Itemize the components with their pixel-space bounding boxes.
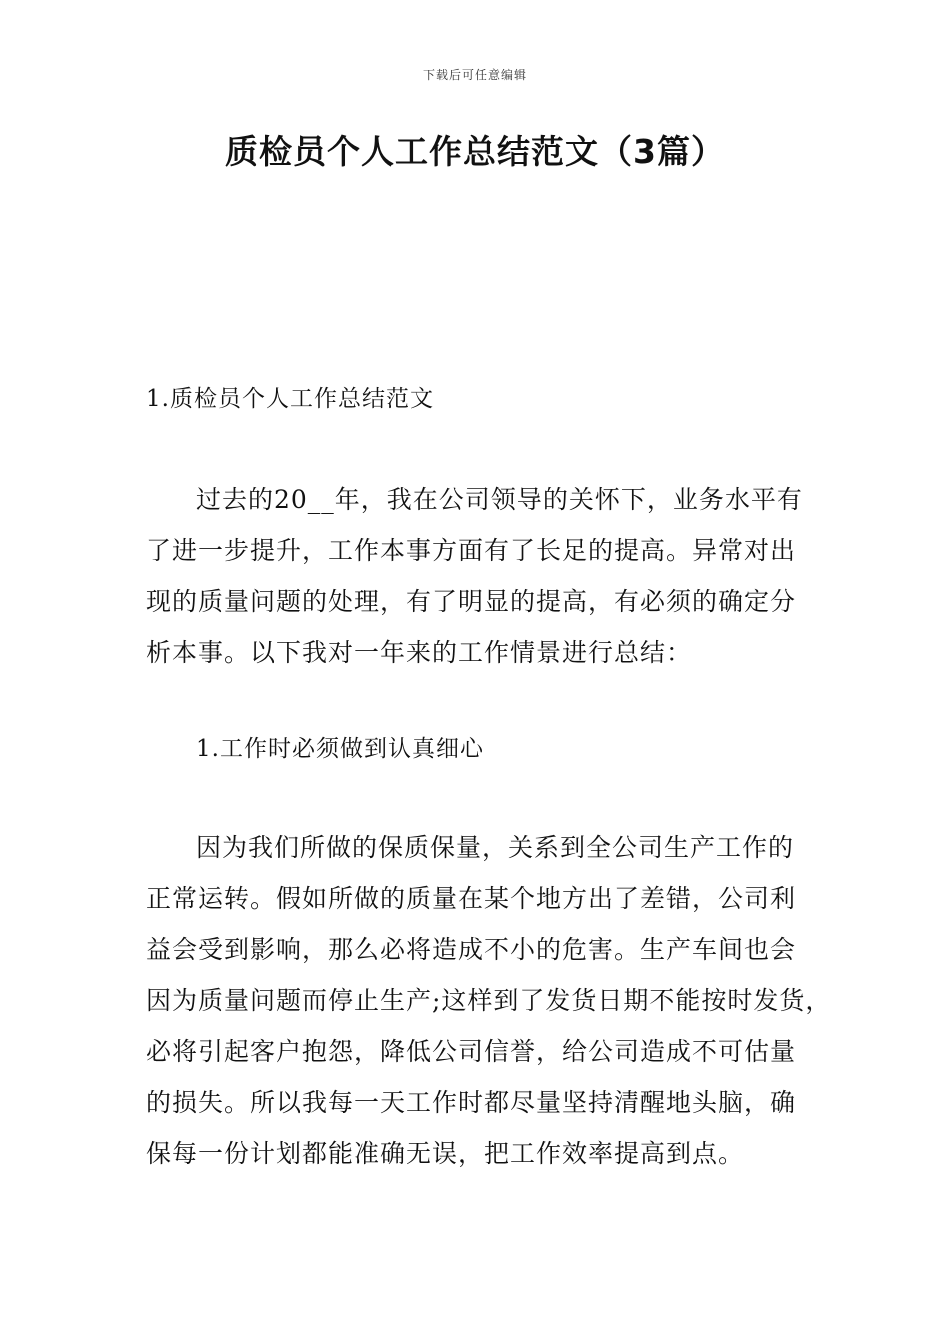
document-title: 质检员个人工作总结范文（3篇） (225, 132, 725, 171)
header-note: 下载后可任意编辑 (422, 68, 527, 82)
paragraph-line: 保每一份计划都能准确无误，把工作效率提高到点。 (146, 1139, 745, 1168)
paragraph-detail (146, 822, 832, 1179)
paragraph-line: 析本事。以下我对一年来的工作情景进行总结： (146, 638, 693, 667)
paragraph-line: 必将引起客户抱怨，降低公司信誉，给公司造成不可估量 (146, 1037, 797, 1066)
paragraph-line: 过去的20__年，我在公司领导的关怀下，业务水平有 (196, 485, 803, 514)
section-heading: 1.质检员个人工作总结范文 (146, 386, 434, 412)
paragraph-line: 正常运转。假如所做的质量在某个地方出了差错，公司利 (146, 884, 797, 913)
paragraph-line: 了进一步提升，工作本事方面有了长足的提高。异常对出 (146, 536, 797, 565)
paragraph-intro (146, 474, 810, 678)
paragraph-line: 因为质量问题而停止生产;这样到了发货日期不能按时发货， (146, 986, 832, 1015)
paragraph-line: 益会受到影响，那么必将造成不小的危害。生产车间也会 (146, 935, 797, 964)
sub-heading: 1.工作时必须做到认真细心 (196, 736, 484, 762)
paragraph-line: 现的质量问题的处理，有了明显的提高，有必须的确定分 (146, 587, 797, 616)
paragraph-line: 因为我们所做的保质保量，关系到全公司生产工作的 (196, 833, 795, 862)
paragraph-line: 的损失。所以我每一天工作时都尽量坚持清醒地头脑，确 (146, 1088, 797, 1117)
